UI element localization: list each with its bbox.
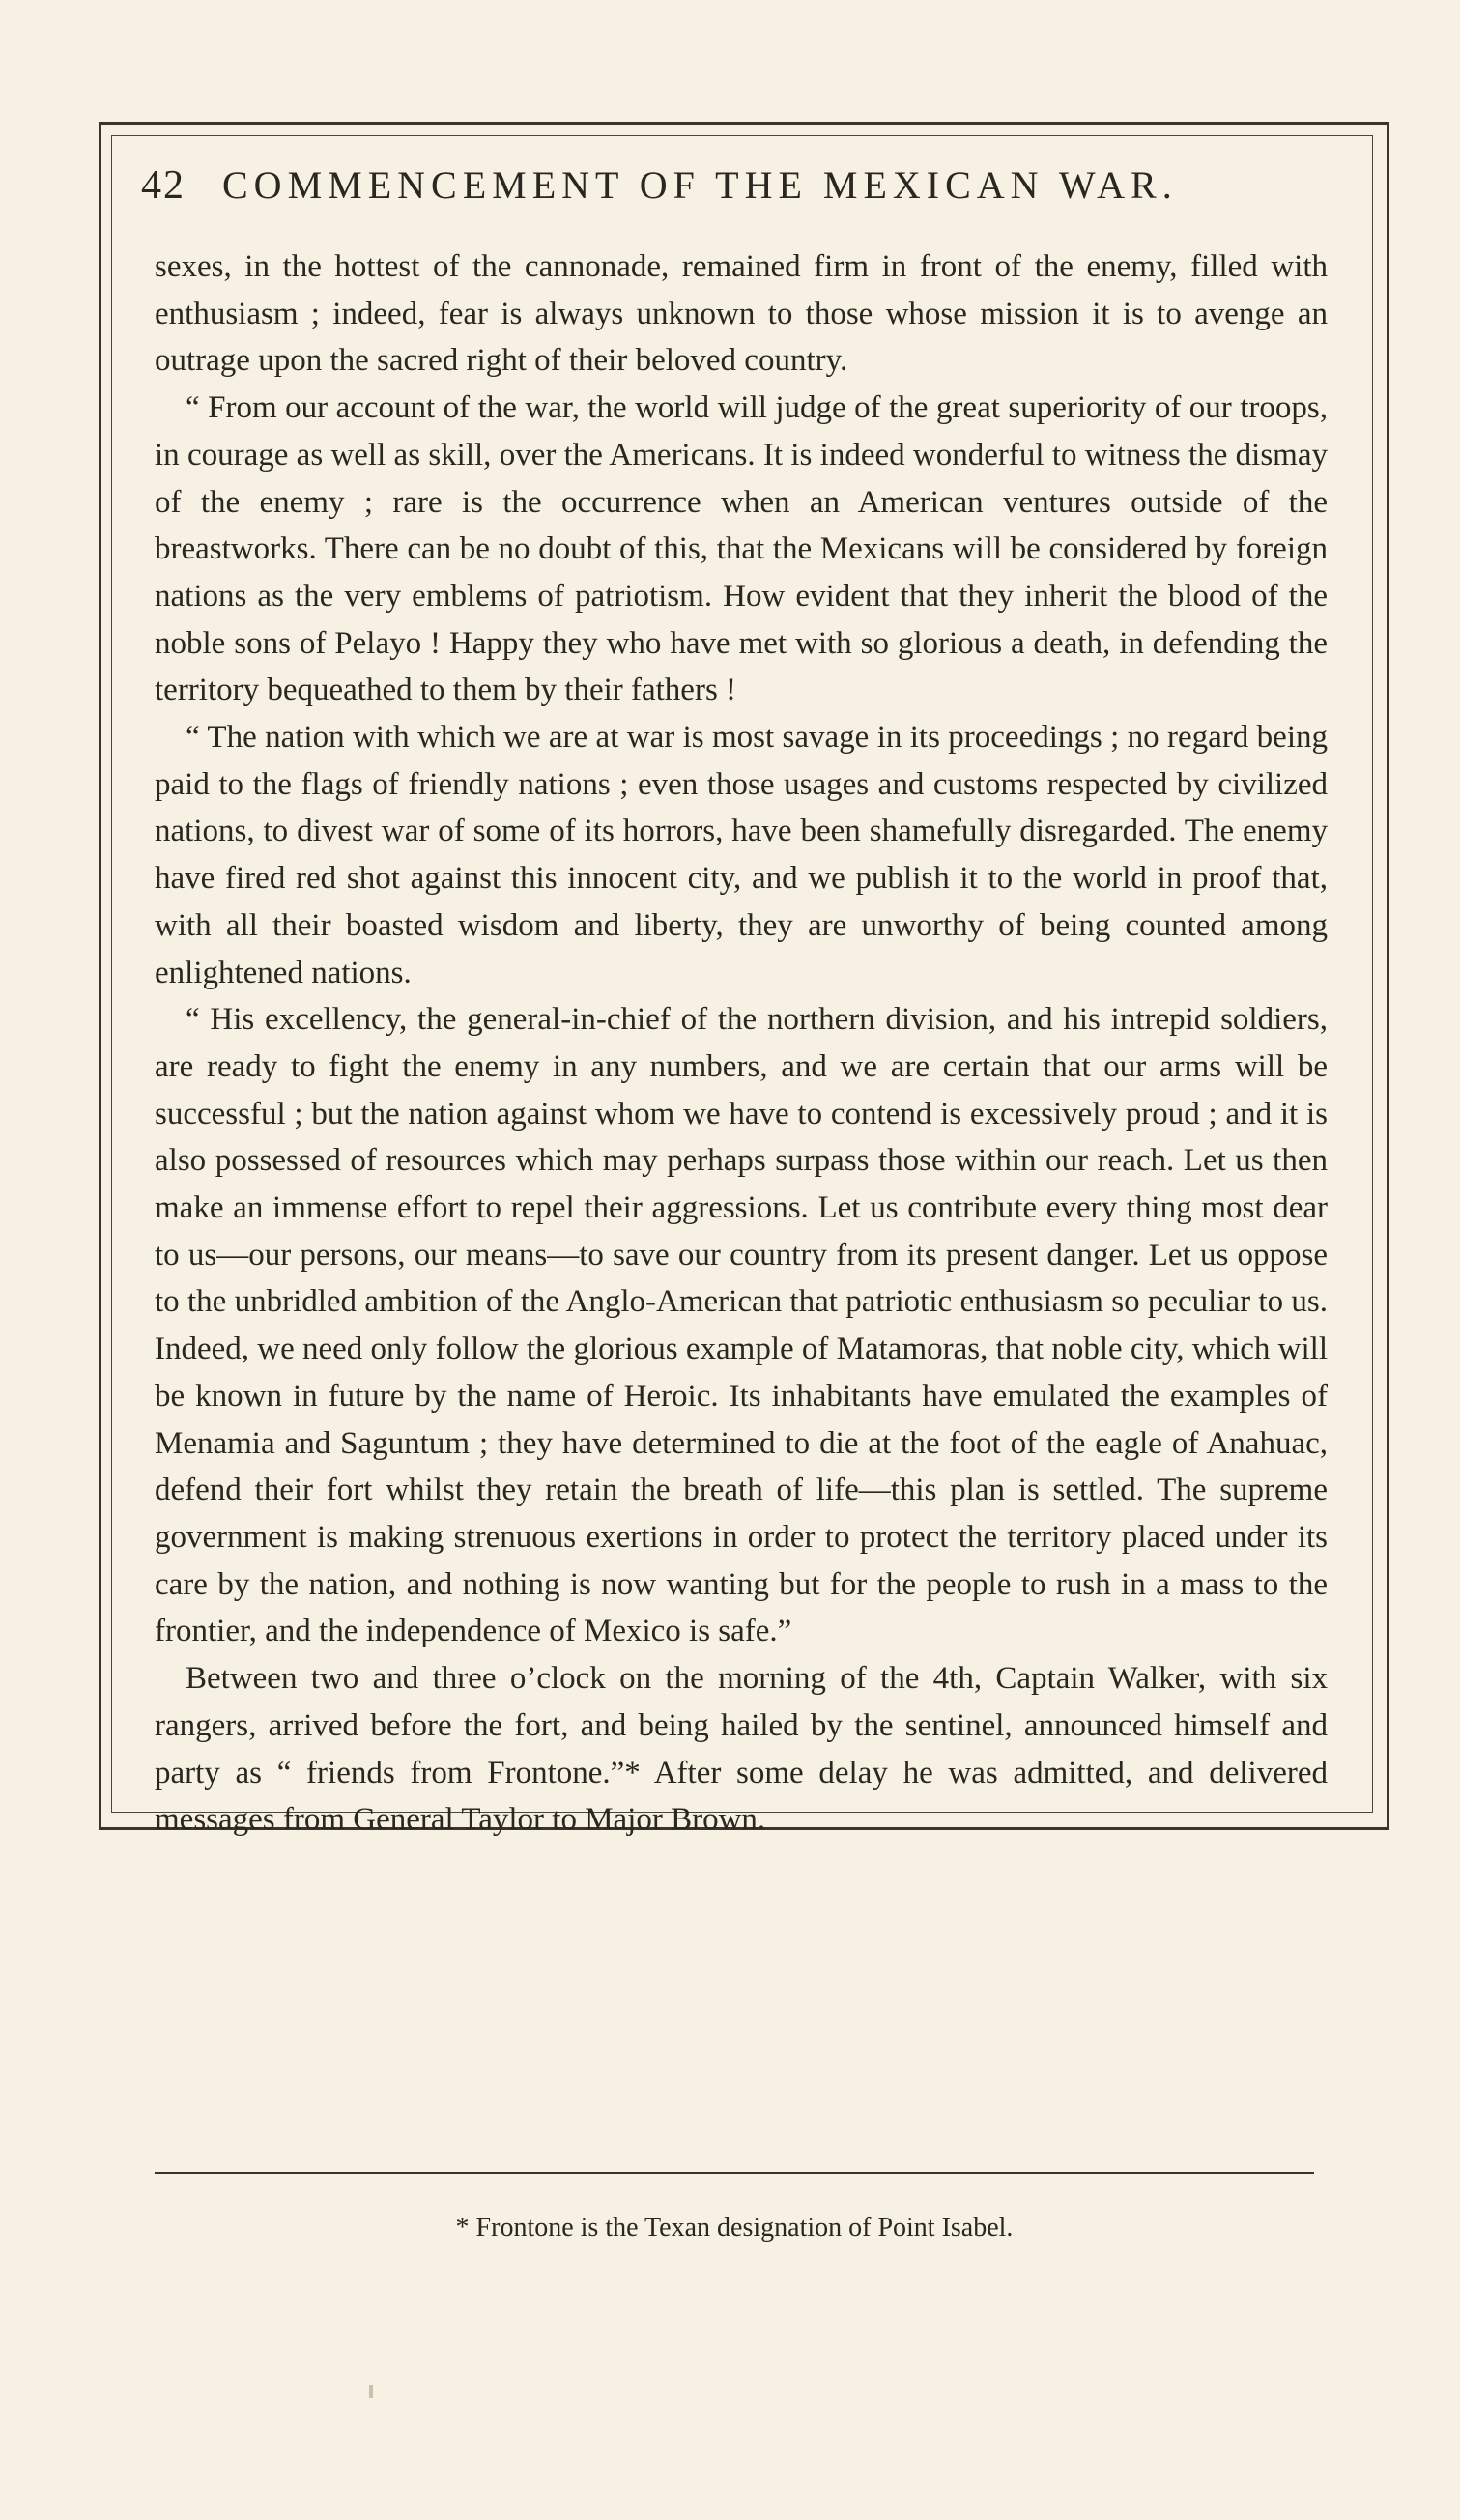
running-header [141,162,1339,230]
paragraph: “ From our account of the war, the world will judge of the great superiority of our troops, in courage as well as skill, over the Americans. It is indeed wonderful to witness the dismay of the enemy ; rare is the occurrence when an American ventures outside of the breastworks. There can be no doubt of this, that the Mexicans will be considered by foreign nations as the very emblems of patriotism. How evident that they inherit the blood of the noble sons of Pelayo ! Happy they who have met with so glorious a death, in defending the territory bequeathed to them by their fathers ! [155,390,1328,708]
paragraph-continued: sexes, in the hottest of the cannonade, remained firm in front of the enemy, filled with enthusiasm ; indeed, fear is always unknown to those whose mission it is to avenge an outrage upon the sacred right of their beloved country. [155,249,1328,379]
paragraph: Between two and three o’clock on the morning of the 4th, Captain Walker, with six rangers, arrived before the fort, and being hailed by the sentinel, announced himself and party as “ friends from Frontone.”* After some delay he was admitted, and delivered messages from General Taylor to Major Brown. [155,1661,1328,1838]
footnote-rule [155,2172,1314,2174]
body-text [155,243,1328,1844]
paragraph: “ His excellency, the general-in-chief of the northern division, and his intrepid soldiers, are ready to fight the enemy in any numbers, and we are certain that our arms will be successful ; but the nation against whom we have to contend is excessively proud ; and it is also possessed of resources which may perhaps surpass those within our reach. Let us then make an immense effort to repel their aggressions. Let us contribute every thing most dear to us—our persons, our means—to save our country from its present danger. Let us oppose to the unbridled ambition of the Anglo-American that patriotic enthusiasm so peculiar to us. Indeed, we need only follow the glorious example of Matamoras, that noble city, which will be known in future by the name of Heroic. Its inhabitants have emulated the examples of Menamia and Saguntum ; they have determined to die at the foot of the eagle of Anahuac, defend their fort whilst they retain the breath of life—this plan is settled. The supreme government is making strenuous exertions in order to protect the territory placed under its care by the nation, and nothing is now wanting but for the people to rush in a mass to the frontier, and the independence of Mexico is safe.” [155,1002,1328,1649]
footnote: * Frontone is the Texan designation of Point Isabel. [455,2213,1014,2243]
page-number: 42 [141,163,186,208]
paper-blemish [369,2385,373,2398]
paragraph: “ The nation with which we are at war is most savage in its proceedings ; no regard being paid to the flags of friendly nations ; even those usages and customs respected by civilized nations, to divest war of some of its horrors, have been shamefully disregarded. The enemy have fired red shot against this innocent city, and we publish it to the world in proof that, with all their boasted wisdom and liberty, they are unworthy of being counted among enlightened nations. [155,720,1328,990]
running-title: COMMENCEMENT OF THE MEXICAN WAR. [222,163,1178,207]
